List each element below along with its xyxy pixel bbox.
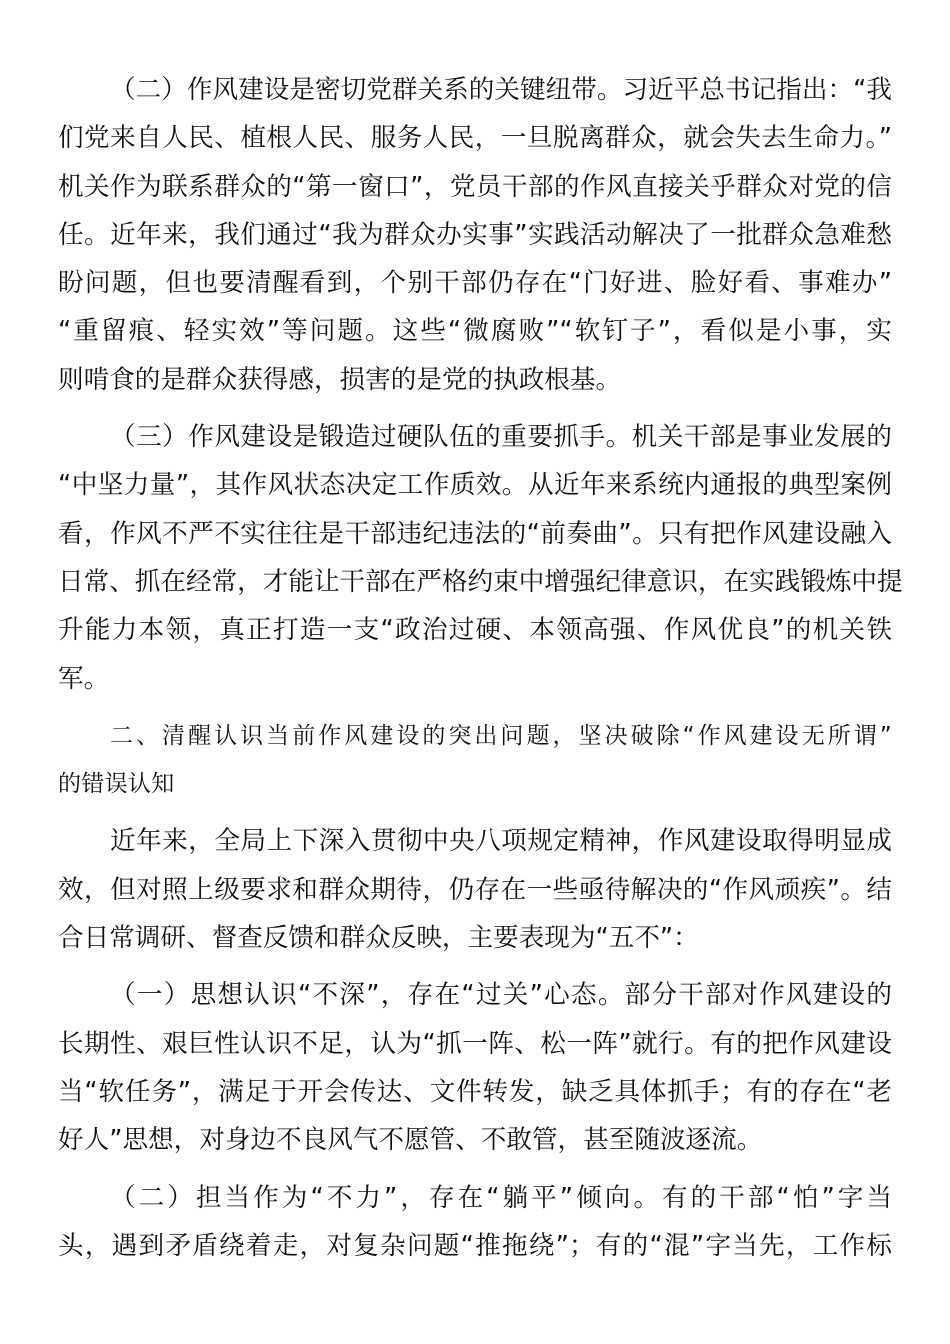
heading-line: 的错误认知	[58, 771, 175, 798]
text-line: 看，作风不严不实往往是干部违纪违法的“前奏曲”。只有把作风建设融入	[58, 518, 892, 549]
text-line: 当“软任务”，满足于开会传达、文件转发，缺乏具体抓手；有的存在“老	[58, 1076, 892, 1107]
paragraph-section2-intro	[58, 817, 892, 962]
text-line: 效，但对照上级要求和群众期待，仍存在一些亟待解决的“作风顽疾”。结	[58, 874, 892, 905]
text-line: 头，遇到矛盾绕着走，对复杂问题“推拖绕”；有的“混”字当先，工作标	[58, 1230, 892, 1261]
text-line: 盼问题，但也要清醒看到，个别干部仍存在“门好进、脸好看、事难办”	[58, 268, 892, 299]
text-line: 则啃食的是群众获得感，损害的是党的执政根基。	[58, 364, 622, 395]
text-line: “中坚力量”，其作风状态决定工作质效。从近年来系统内通报的典型案例	[58, 470, 892, 501]
text-line: 任。近年来，我们通过“我为群众办实事”实践活动解决了一批群众急难愁	[58, 219, 892, 250]
section-heading	[58, 712, 892, 809]
text-line: 近年来，全局上下深入贯彻中央八项规定精神，作风建设取得明显成	[110, 826, 892, 857]
text-line: 合日常调研、督查反馈和群众反映，主要表现为“五不”：	[58, 923, 699, 954]
text-line: （二）担当作为“不力”，存在“躺平”倾向。有的干部“怕”字当	[110, 1182, 892, 1213]
text-line: 军。	[58, 663, 110, 694]
document-page	[58, 66, 903, 1279]
paragraph-section1-item2	[58, 66, 892, 404]
text-line: （二）作风建设是密切党群关系的关键纽带。习近平总书记指出：“我	[110, 75, 892, 105]
text-line: （三）作风建设是锻造过硬队伍的重要抓手。机关干部是事业发展的	[110, 422, 892, 453]
text-line: 们党来自人民、植根人民、服务人民，一旦脱离群众，就会失去生命力。”	[58, 123, 892, 154]
text-line: 升能力本领，真正打造一支“政治过硬、本领高强、作风优良”的机关铁	[58, 615, 892, 646]
paragraph-section1-item3	[58, 413, 903, 703]
heading-line: 二、清醒认识当前作风建设的突出问题，坚决破除“作风建设无所谓”	[110, 722, 892, 749]
text-line: 日常、抓在经常，才能让干部在严格约束中增强纪律意识，在实践锻炼中提	[58, 566, 903, 597]
paragraph-section2-item1	[58, 971, 892, 1164]
text-line: 机关作为联系群众的“第一窗口”，党员干部的作风直接关乎群众对党的信	[58, 171, 892, 202]
text-line: 长期性、艰巨性认识不足，认为“抓一阵、松一阵”就行。有的把作风建设	[58, 1028, 892, 1059]
paragraph-section2-item2	[58, 1174, 892, 1271]
text-line: 好人”思想，对身边不良风气不愿管、不敢管，甚至随波逐流。	[58, 1125, 763, 1156]
text-line: “重留痕、轻实效”等问题。这些“微腐败”“软钉子”，看似是小事，实	[58, 316, 892, 347]
text-line: （一）思想认识“不深”，存在“过关”心态。部分干部对作风建设的	[110, 980, 892, 1011]
